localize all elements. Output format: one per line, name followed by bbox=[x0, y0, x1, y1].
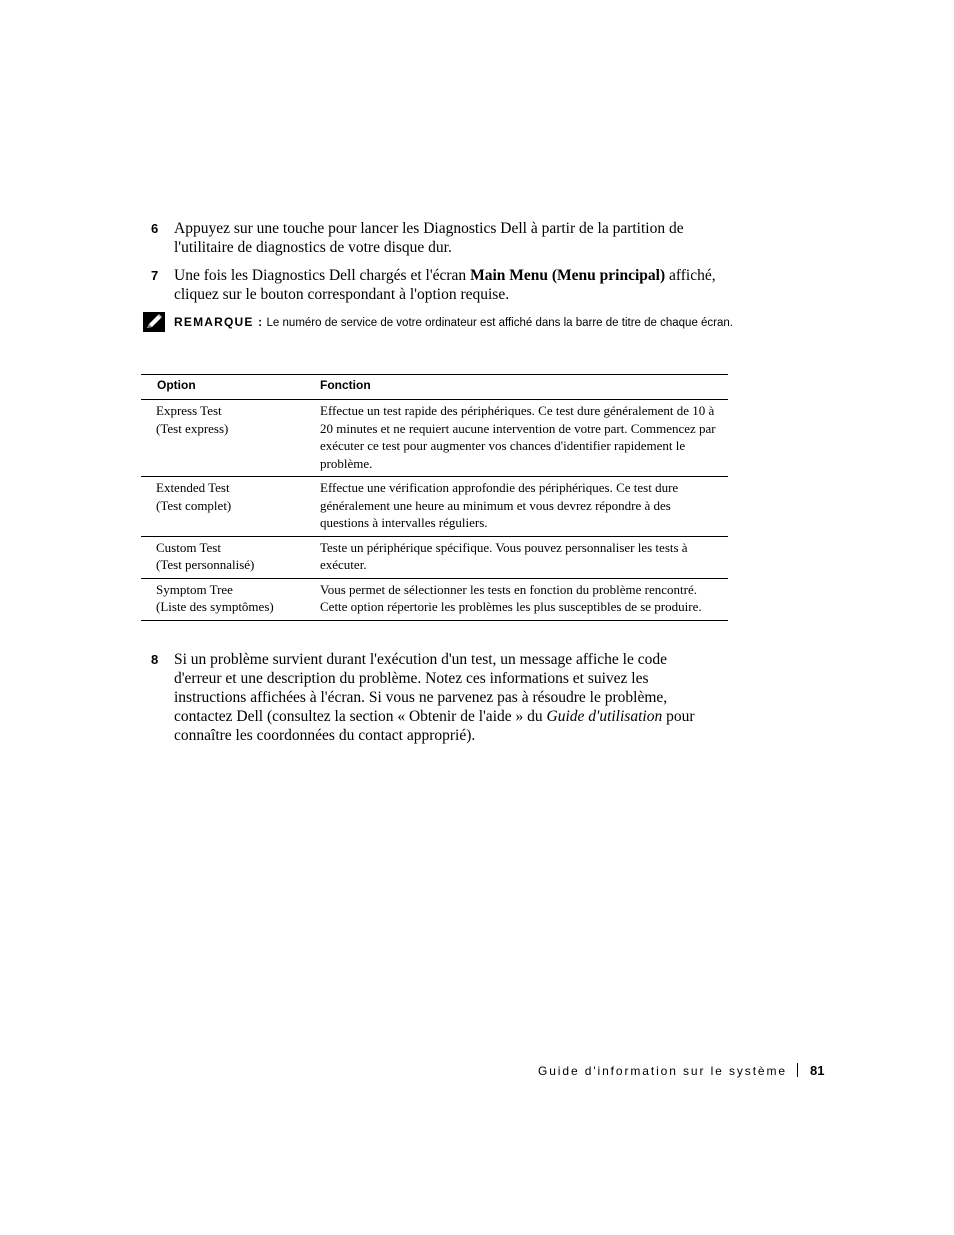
footer-divider bbox=[797, 1063, 798, 1077]
note-body: Le numéro de service de votre ordinateur est affiché dans la barre de titre de chaque écran. bbox=[263, 317, 733, 329]
table-header-row bbox=[141, 375, 728, 400]
option-name: Express Test bbox=[156, 403, 222, 418]
function-cell: Effectue une vérification approfondie des périphériques. Ce test dure généralement une heure au minimum et vous devrez répondre à des questions à intervalles réguliers. bbox=[305, 477, 728, 537]
step-8-text-before: Si un problème survient durant l'exécution d'un test, un message affiche le code d'erreur et une description du problème. Notez ces informations et suivez les instructions affichées à l'écran. Si vous ne parvenez pas à résoudre le problème, contactez Dell (consultez la section « Obtenir de l'aide » du bbox=[174, 651, 668, 725]
option-name: Extended Test bbox=[156, 480, 230, 495]
step-7-text-before: Une fois les Diagnostics Dell chargés et l'écran bbox=[174, 267, 471, 284]
table-row bbox=[141, 400, 728, 477]
options-table bbox=[141, 374, 728, 621]
page-footer bbox=[538, 1063, 838, 1078]
option-cell bbox=[141, 400, 305, 477]
table-row bbox=[141, 578, 728, 620]
step-6-text: Appuyez sur une touche pour lancer les Diagnostics Dell à partir de la partition de l'utilitaire de diagnostics de votre disque dur. bbox=[174, 220, 684, 256]
step-text bbox=[174, 266, 734, 304]
step-8-text-after: pour connaître les coordonnées du contact approprié). bbox=[174, 708, 695, 744]
column-header-option: Option bbox=[141, 375, 305, 400]
function-cell: Teste un périphérique spécifique. Vous pouvez personnaliser les tests à exécuter. bbox=[305, 536, 728, 578]
option-translation: (Test express) bbox=[156, 420, 229, 436]
table-row bbox=[141, 536, 728, 578]
step-text bbox=[174, 219, 734, 257]
step-text bbox=[174, 650, 699, 745]
option-name: Symptom Tree bbox=[156, 581, 233, 597]
option-name: Custom Test bbox=[156, 539, 221, 555]
column-header-function: Fonction bbox=[305, 375, 728, 400]
option-translation: (Test complet) bbox=[156, 497, 232, 513]
note-text bbox=[174, 314, 734, 332]
table-row bbox=[141, 477, 728, 537]
function-cell: Vous permet de sélectionner les tests en fonction du problème rencontré. Cette option répertorie les problèmes les plus susceptibles de se produire. bbox=[305, 578, 728, 620]
step-number: 7 bbox=[151, 268, 159, 283]
main-menu-label: Main Menu (Menu principal) bbox=[470, 267, 666, 284]
pencil-note-icon bbox=[143, 312, 165, 332]
function-cell: Effectue un test rapide des périphériques. Ce test dure généralement de 10 à 20 minutes et ne requiert aucune intervention de votre part. Commencez par exécuter ce test pour augmenter vos chances d'identifier rapidement le problème. bbox=[320, 403, 716, 471]
footer-title: Guide d'information sur le système bbox=[538, 1064, 787, 1078]
step-number: 8 bbox=[151, 652, 159, 667]
option-cell bbox=[141, 578, 305, 620]
option-cell bbox=[141, 477, 305, 537]
option-translation: (Liste des symptômes) bbox=[156, 599, 274, 614]
step-number: 6 bbox=[151, 221, 159, 236]
page-number: 81 bbox=[809, 1063, 825, 1078]
step-7-text-after: affiché, cliquez sur le bouton correspondant à l'option requise. bbox=[174, 267, 716, 303]
option-cell bbox=[141, 536, 305, 578]
user-guide-title: Guide d'utilisation bbox=[546, 708, 663, 725]
option-translation: (Test personnalisé) bbox=[156, 557, 255, 572]
note-label: REMARQUE : bbox=[174, 315, 264, 329]
